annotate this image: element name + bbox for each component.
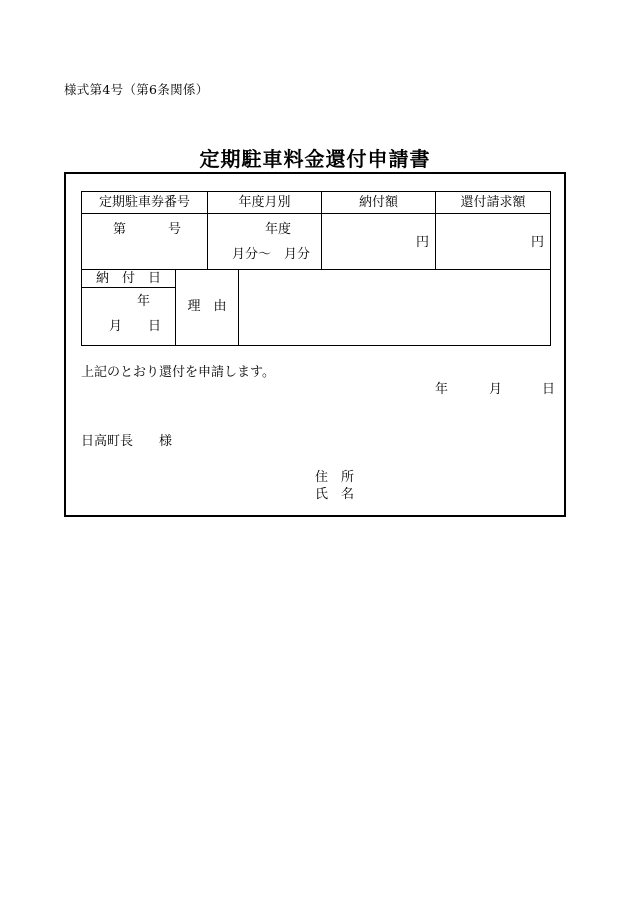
date-day: 日 xyxy=(542,382,556,397)
pass-number-prefix: 第 xyxy=(113,222,127,237)
form-title: 定期駐車料金還付申請書 xyxy=(199,147,431,171)
applicant-address-label: 住 所 xyxy=(315,470,355,485)
header-refund-amount xyxy=(435,191,551,214)
payment-date-year: 年 xyxy=(137,294,151,309)
form-frame xyxy=(64,172,566,517)
payment-date-field[interactable] xyxy=(81,287,176,346)
date-year: 年 xyxy=(435,382,449,397)
date-month: 月 xyxy=(489,382,503,397)
application-table xyxy=(81,191,551,346)
period-year: 年度 xyxy=(265,222,292,237)
payment-date-label: 納 付 日 xyxy=(95,271,161,286)
addressee: 日高町長 様 xyxy=(81,434,173,449)
reason-label-cell xyxy=(175,269,239,346)
pass-number-suffix: 号 xyxy=(168,222,182,237)
paid-amount-field[interactable] xyxy=(321,213,436,270)
reason-label: 理 由 xyxy=(187,299,227,314)
pass-number-field[interactable] xyxy=(81,213,208,270)
refund-amount-unit: 円 xyxy=(530,235,544,250)
period-months: 月分～ 月分 xyxy=(232,247,311,262)
header-paid-amount xyxy=(321,191,436,214)
header-refund-amount-label: 還付請求額 xyxy=(460,195,526,210)
header-period xyxy=(207,191,322,214)
header-pass-number xyxy=(81,191,208,214)
payment-date-month-day: 月 日 xyxy=(109,319,162,334)
paid-amount-unit: 円 xyxy=(415,235,429,250)
form-number: 様式第4号（第6条関係） xyxy=(64,82,209,97)
payment-date-label-cell xyxy=(81,269,176,288)
reason-field[interactable] xyxy=(238,269,551,346)
header-pass-number-label: 定期駐車券番号 xyxy=(98,195,190,210)
period-field[interactable] xyxy=(207,213,322,270)
header-period-label: 年度月別 xyxy=(238,195,291,210)
request-statement: 上記のとおり還付を申請します。 xyxy=(81,365,275,380)
header-paid-amount-label: 納付額 xyxy=(358,195,398,210)
applicant-name-label: 氏 名 xyxy=(315,487,355,502)
refund-amount-field[interactable] xyxy=(435,213,551,270)
